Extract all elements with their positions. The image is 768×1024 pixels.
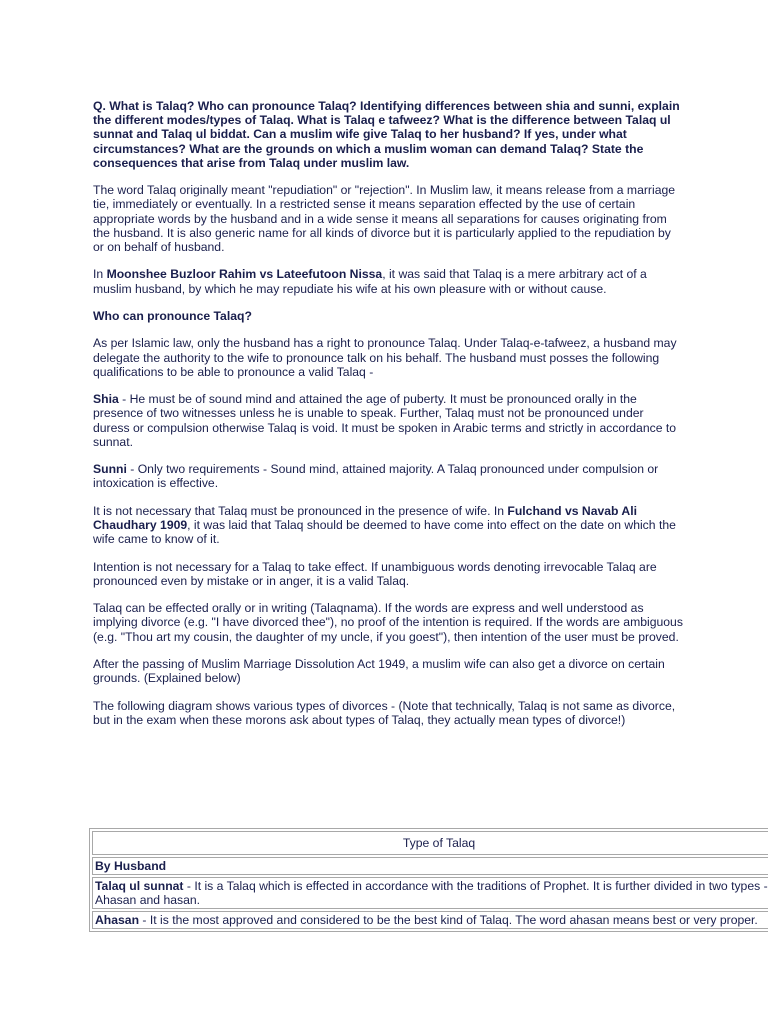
islamic-law-paragraph: As per Islamic law, only the husband has a right to pronounce Talaq. Under Talaq-e-tafweez, a husband may delegate the authority to the wife to pronounce talk on his behalf. The husband must posses the following qualifications to be able to pronounce a valid Talaq - — [93, 336, 677, 379]
table-cell — [92, 857, 768, 875]
row-label: Talaq ul sunnat — [95, 879, 184, 893]
table-row — [92, 911, 768, 929]
case-prefix: It is not necessary that Talaq must be pronounced in the presence of wife. In — [93, 503, 508, 518]
document-body — [93, 99, 683, 740]
table-row — [92, 831, 768, 855]
case-text: , it was laid that Talaq should be deemed to have come into effect on the date on which the wife came to know of it. — [93, 517, 676, 547]
table-header-cell: Type of Talaq — [92, 831, 768, 855]
case-name: Moonshee Buzloor Rahim vs Lateefutoon Nissa — [106, 267, 383, 282]
who-heading-text: Who can pronounce Talaq? — [93, 309, 252, 323]
talaq-types-table — [89, 828, 768, 932]
row-label: Ahasan — [95, 913, 140, 927]
row-text: - It is a Talaq which is effected in accordance with the traditions of Prophet. It is further divided in two types - Ahasan and hasan. — [95, 879, 768, 907]
table-row — [92, 857, 768, 875]
definition-paragraph: The word Talaq originally meant "repudiation" or "rejection". In Muslim law, it means release from a marriage tie, immediately or eventually. In a restricted sense it means separation effected by the use of certain appropriate words by the husband and in a wide sense it means all separations for causes originating from the husband. It is also generic name for all kinds of divorce but it is particularly applied to the repudiation by or on behalf of husband. — [93, 183, 676, 255]
shia-label: Shia — [93, 392, 119, 407]
case-text: , it was said that Talaq is a mere arbitrary act of a muslim husband, by which he may repudiate his wife at his own pleasure with or without cause. — [93, 267, 647, 296]
writing-paragraph: Talaq can be effected orally or in writing (Talaqnama). If the words are express and well understood as implying divorce (e.g. "I have divorced thee"), no proof of the intention is required. If the words are ambiguous (e.g. "Thou art my cousin, the daughter of my uncle, if you goest"), then intention of the user must be proved. — [93, 601, 683, 644]
table-cell — [92, 911, 768, 929]
question-heading: Q. What is Talaq? Who can pronounce Talaq? Identifying differences between shia and sunni, explain the different modes/types of Talaq. What is Talaq e tafweez? What is the difference between Talaq ul sunnat and Talaq ul biddat. Can a muslim wife give Talaq to her husband? If yes, under what circumstances? What are the grounds on which a muslim woman can demand Talaq? State the consequences that arise from Talaq under muslim law. — [93, 99, 680, 170]
intention-paragraph: Intention is not necessary for a Talaq to take effect. If unambiguous words denoting irrevocable Talaq are pronounced even by mistake or in anger, it is a valid Talaq. — [93, 559, 657, 588]
diagram-paragraph: The following diagram shows various types of divorces - (Note that technically, Talaq is not same as divorce, but in the exam when these morons ask about types of Talaq, they actually mean types of divorce!) — [93, 698, 676, 727]
act-paragraph: After the passing of Muslim Marriage Dissolution Act 1949, a muslim wife can also get a divorce on certain grounds. (Explained below) — [93, 656, 665, 686]
table-row — [92, 877, 768, 909]
case-prefix: In — [93, 267, 107, 282]
sunni-text: - Only two requirements - Sound mind, attained majority. A Talaq pronounced under compulsion or intoxication is effective. — [93, 462, 659, 491]
shia-paragraph — [93, 392, 683, 449]
talaq-table-container — [89, 828, 768, 932]
sunni-paragraph — [93, 462, 683, 490]
by-husband-label: By Husband — [95, 859, 167, 873]
case-name: Fulchand vs Navab Ali Chaudhary 1909 — [93, 503, 637, 532]
case-moonshee-paragraph — [93, 267, 683, 295]
case-fulchand-paragraph — [93, 504, 683, 547]
sunni-label: Sunni — [93, 462, 127, 477]
section-heading-who — [93, 309, 683, 323]
shia-text: - He must be of sound mind and attained the age of puberty. It must be pronounced orally in the presence of two witnesses unless he is unable to speak. Further, Talaq must not be pronounced under duress or compulsion otherwise Talaq is void. It must be spoken in Arabic terms and strictly in accordance to sunnat. — [93, 392, 677, 449]
row-text: - It is the most approved and considered to be the best kind of Talaq. The word ahasan means best or very proper. — [139, 913, 758, 927]
table-cell — [92, 877, 768, 909]
